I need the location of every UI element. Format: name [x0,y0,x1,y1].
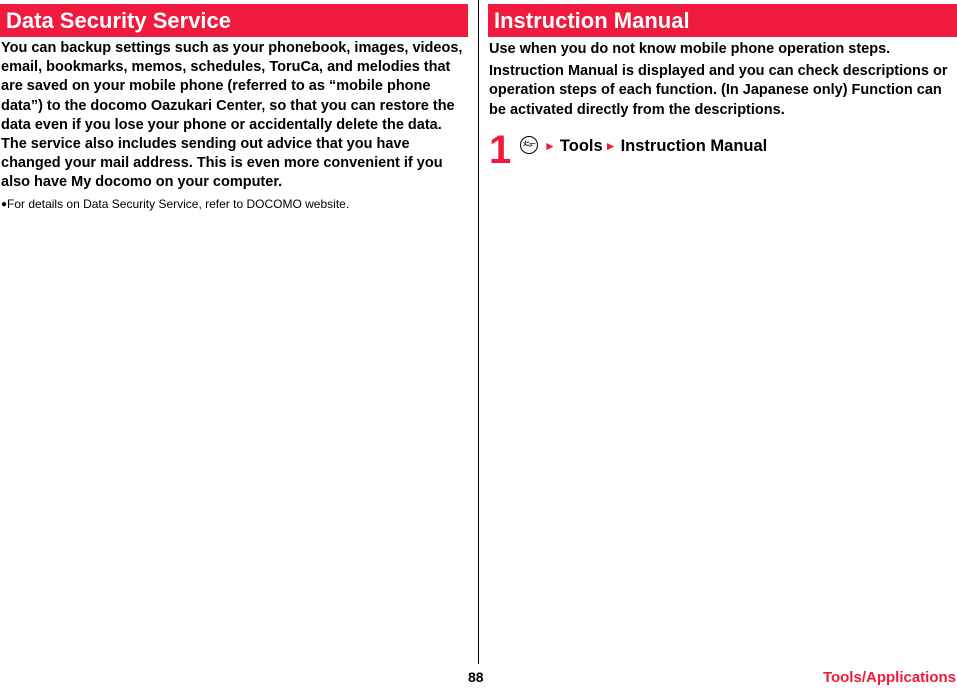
menu-key-icon: ﾒﾆｭｰ [520,136,538,154]
data-security-service-note [0,196,468,213]
arrow-right-icon: ► [604,138,617,153]
note-text: For details on Data Security Service, refer to DOCOMO website. [7,196,350,211]
left-column [0,0,468,213]
page-number: 88 [468,669,484,685]
step-path-tools: Tools [559,136,603,155]
arrow-right-icon: ► [544,138,556,153]
data-security-service-heading: Data Security Service [0,4,468,37]
instruction-manual-intro: Use when you do not know mobile phone operation steps. [489,41,891,57]
data-security-service-body: You can backup settings such as your phonebook, images, videos, email, bookmarks, memos, schedules, ToruCa, and melodies that are saved on your mobile phone (referred to as “mobile phone data”) to the docomo Oazukari Center, so that you can restore the data even if you lose your phone or accidentally delete the data. The service also includes sending out advice that you have changed your mail address. This is even more convenient if you also have My docomo on your computer. [1,40,463,191]
step-number: 1 [489,127,512,172]
right-column [488,0,957,172]
instruction-manual-heading: Instruction Manual [488,4,957,37]
column-divider [478,0,479,664]
step-path-instruction-manual: Instruction Manual [620,136,768,155]
section-footer: Tools/Applications [822,669,956,686]
instruction-manual-description: Instruction Manual is displayed and you can check descriptions or operation steps of each function. (In Japanese only) Function can be activated directly from the descriptions. [489,63,948,118]
step-1 [488,126,957,172]
step-path [542,136,767,156]
bullet-icon: ● [1,198,8,210]
